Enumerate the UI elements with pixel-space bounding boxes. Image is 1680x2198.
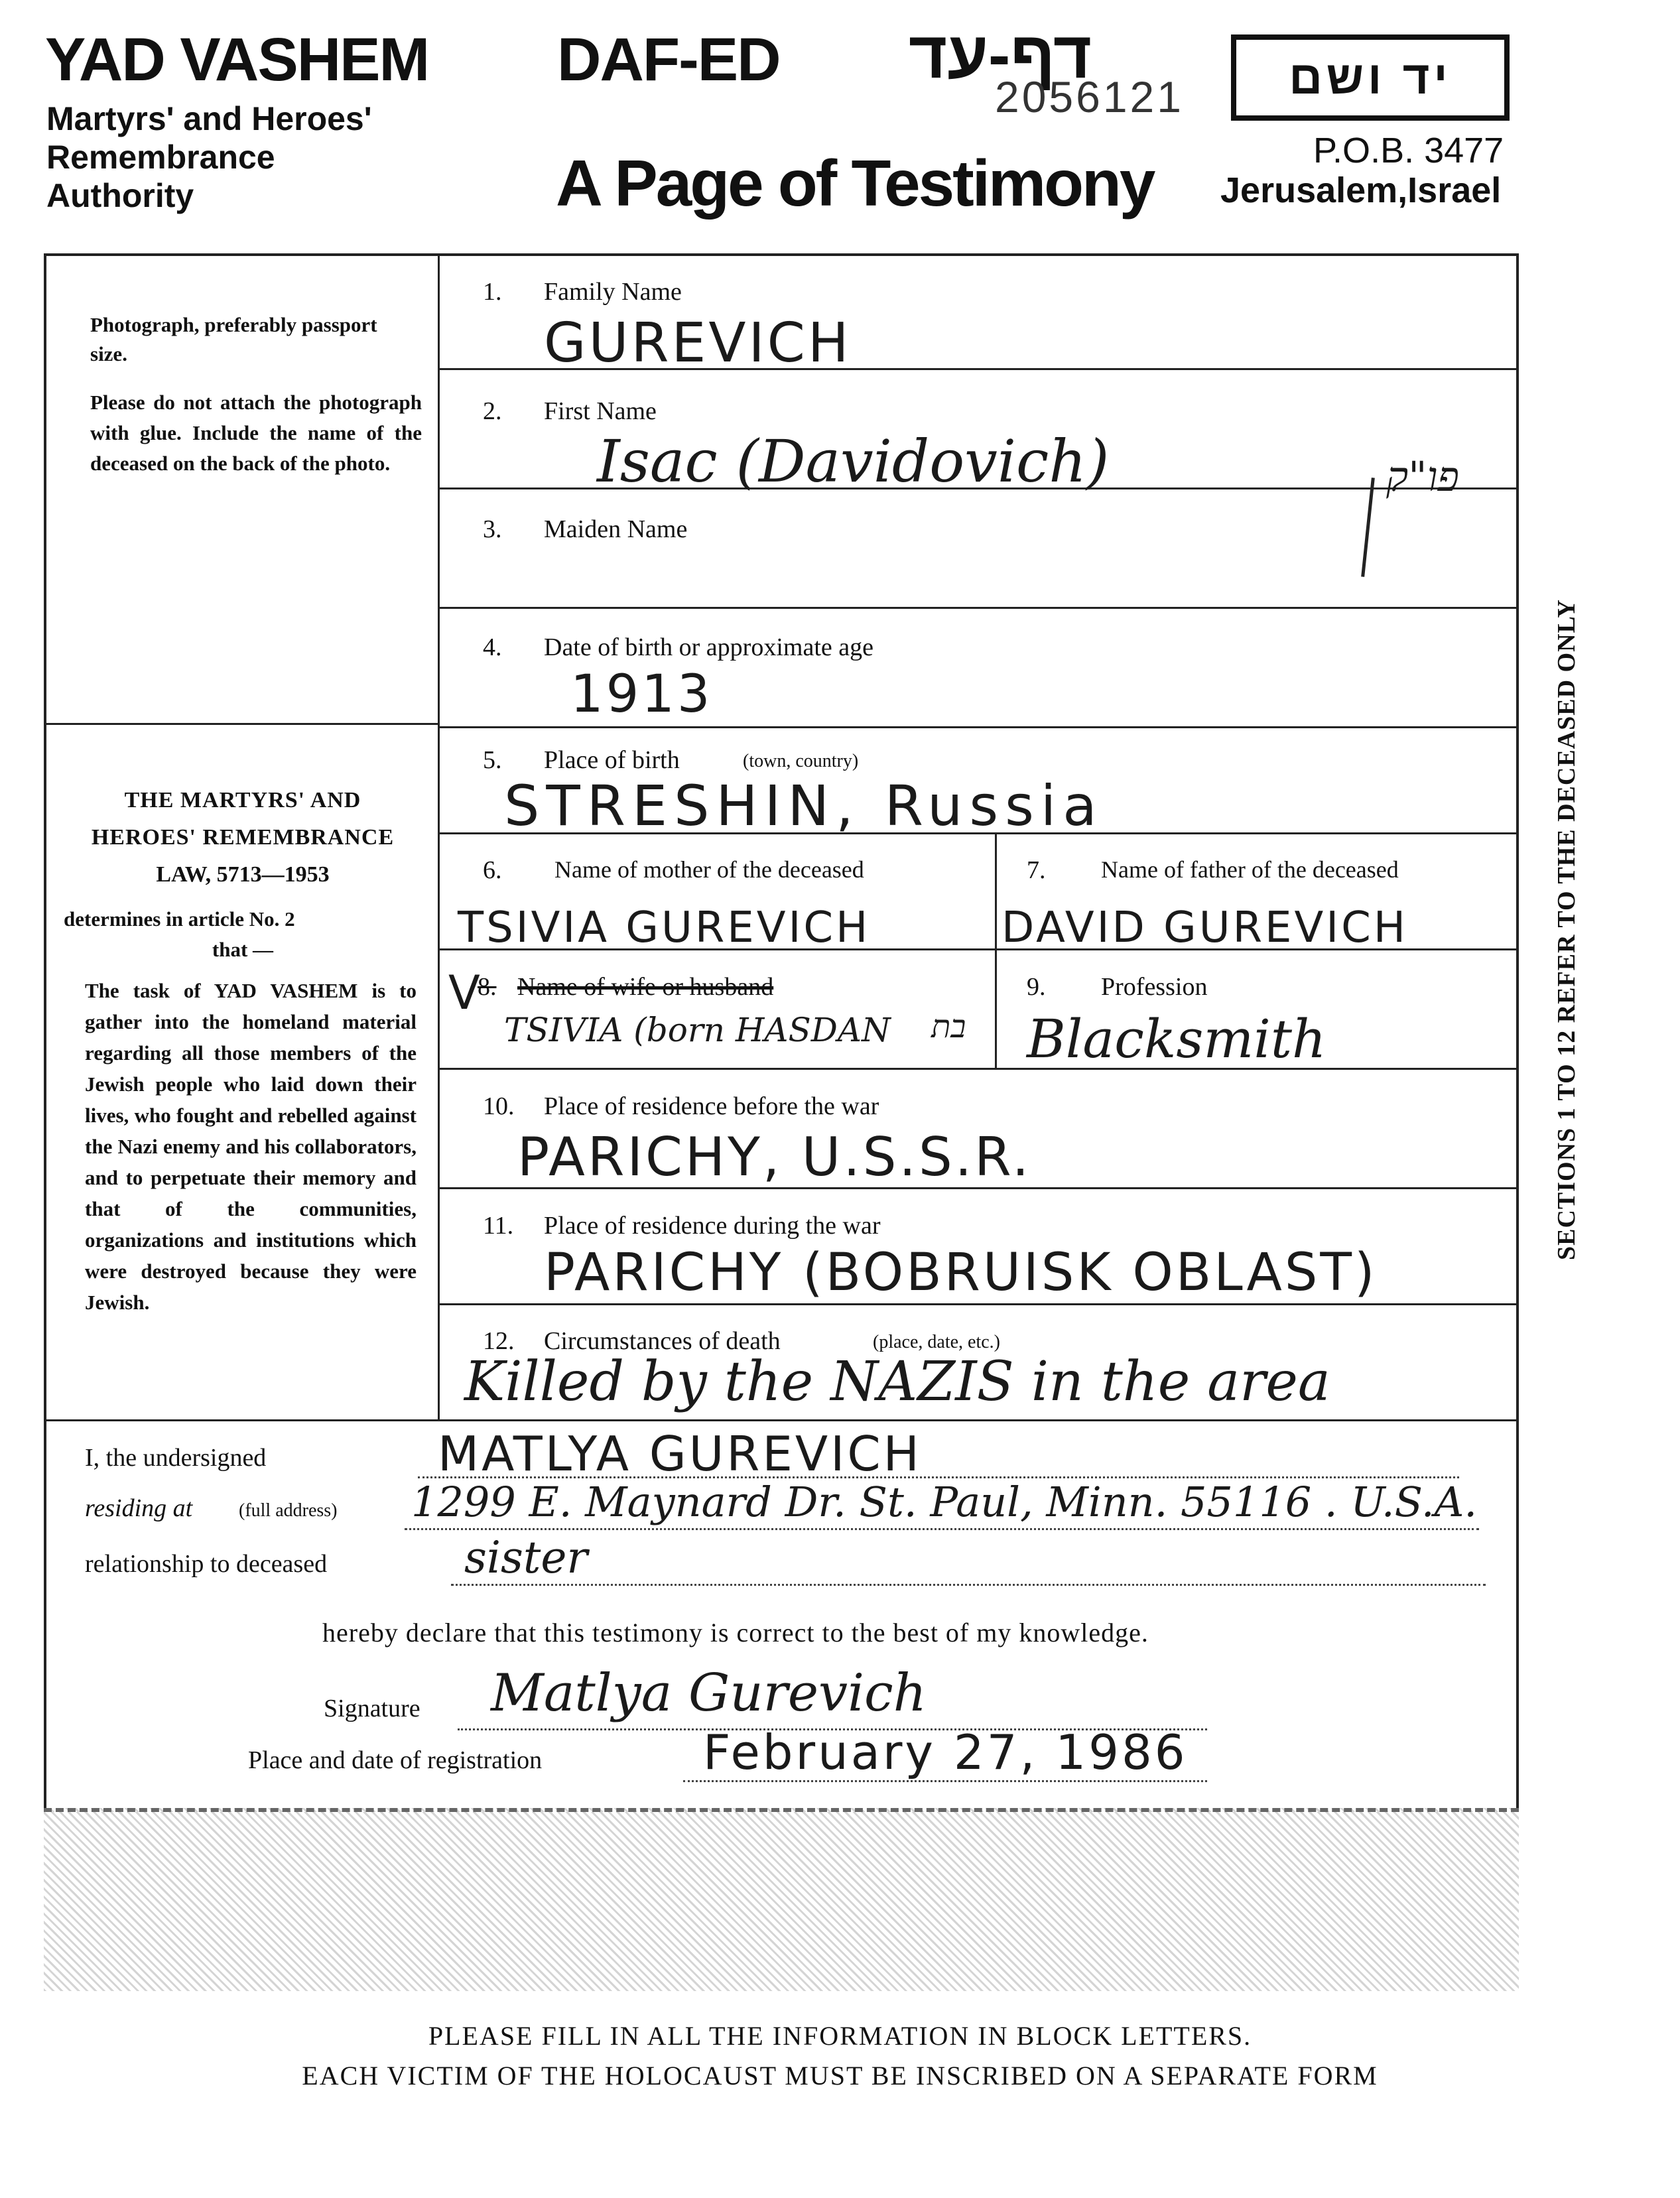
f10-value: PARICHY, U.S.S.R. (517, 1126, 1032, 1188)
f1-value: GUREVICH (544, 312, 852, 375)
f9-value: Blacksmith (1027, 1008, 1326, 1070)
f3-label: Maiden Name (544, 515, 688, 543)
relationship-value: sister (464, 1532, 588, 1583)
f8-note: בת (931, 1008, 966, 1045)
f2-value: Isac (Davidovich) (597, 427, 1110, 495)
signature-value: Matlya Gurevich (491, 1663, 927, 1723)
org-name: YAD VASHEM (45, 26, 429, 94)
f2-margin-note: פו"ק (1386, 452, 1460, 501)
signature-label: Signature (324, 1695, 420, 1722)
address-line (405, 1528, 1479, 1530)
address-label: residing at (85, 1494, 193, 1522)
f9-label: Profession (1101, 973, 1208, 1001)
f8-number: 8. (478, 973, 497, 1001)
relationship-line (451, 1584, 1486, 1586)
relationship-label: relationship to deceased (85, 1550, 328, 1578)
place-date-line (683, 1780, 1207, 1782)
address-hint: (full address) (239, 1500, 338, 1521)
f7-value: DAVID GUREVICH (1002, 903, 1408, 952)
f8-label: Name of wife or husband (517, 973, 774, 1001)
f1-number: 1. (483, 278, 502, 306)
hebrew-hatched-box (44, 1808, 1519, 1991)
f5-value: STRESHIN, Russia (504, 773, 1104, 838)
mid-column-divider (995, 832, 997, 1068)
place-date-value: February 27, 1986 (703, 1724, 1188, 1780)
yad-vashem-stamp (1231, 34, 1510, 121)
f2-number: 2. (483, 397, 502, 425)
row-divider-9 (438, 1303, 1519, 1305)
f2-label: First Name (544, 397, 657, 425)
f3-number: 3. (483, 515, 502, 543)
undersigned-value: MATLYA GUREVICH (438, 1426, 922, 1482)
f10-label: Place of residence before the war (544, 1092, 879, 1120)
law-line-5: that — (212, 938, 274, 961)
f7-label: Name of father of the deceased (1101, 856, 1399, 883)
form-code: DAF-ED (557, 26, 780, 94)
city: Jerusalem,Israel (1220, 170, 1502, 210)
undersigned-label: I, the undersigned (85, 1444, 267, 1472)
declaration-statement: hereby declare that this testimony is correct to the best of my knowledge. (322, 1618, 1149, 1648)
f4-number: 4. (483, 633, 502, 661)
side-note: SECTIONS 1 TO 12 REFER TO THE DECEASED ONLY (1553, 599, 1581, 1260)
f12-label: Circumstances of death (544, 1327, 781, 1355)
address-value: 1299 E. Maynard Dr. St. Paul, Minn. 55116 . U.S.A. (411, 1478, 1478, 1526)
f1-label: Family Name (544, 278, 682, 306)
form-title: A Page of Testimony (556, 147, 1154, 220)
hebrew-form-code: דף-עד (909, 18, 1092, 92)
f11-value: PARICHY (BOBRUISK OBLAST) (544, 1243, 1378, 1303)
row-divider-4 (438, 726, 1519, 728)
org-line-1: Martyrs' and Heroes' (46, 100, 372, 137)
stamp-text: יד ושם (1289, 52, 1452, 103)
f12-number: 12. (483, 1327, 515, 1355)
f6-number: 6. (483, 856, 502, 884)
f8-value: TSIVIA (born HASDAN (504, 1011, 891, 1049)
org-line-3: Authority (46, 177, 194, 214)
f4-label: Date of birth or approximate age (544, 633, 873, 661)
document-number: 2056121 (995, 72, 1184, 121)
law-line-4: determines in article No. 2 (64, 907, 295, 931)
row-divider-10 (44, 1419, 1519, 1421)
f6-label: Name of mother of the deceased (554, 856, 864, 883)
f11-label: Place of residence during the war (544, 1212, 881, 1240)
photo-law-divider (44, 723, 439, 725)
po-box: P.O.B. 3477 (1313, 131, 1504, 170)
f6-value: TSIVIA GUREVICH (458, 903, 871, 952)
f12-value: Killed by the NAZIS in the area (464, 1350, 1330, 1413)
footer-line-1: PLEASE FILL IN ALL THE INFORMATION IN BLOCK LETTERS. (428, 2021, 1252, 2051)
row-divider-3 (438, 607, 1519, 609)
left-column-divider (438, 253, 440, 1421)
f7-number: 7. (1027, 856, 1046, 884)
footer-line-2: EACH VICTIM OF THE HOLOCAUST MUST BE INSCRIBED ON A SEPARATE FORM (302, 2061, 1378, 2091)
photo-box-title: Photograph, preferably passport size. (90, 313, 377, 365)
place-date-label: Place and date of registration (248, 1746, 543, 1774)
f8-check-mark: V (448, 966, 483, 1020)
f5-label: Place of birth (544, 746, 680, 774)
law-heading-3: LAW, 5713—1953 (156, 862, 330, 887)
law-heading-2: HEROES' REMEMBRANCE (91, 825, 395, 850)
f9-number: 9. (1027, 973, 1046, 1001)
row-divider-7 (438, 1068, 1519, 1070)
f11-number: 11. (483, 1212, 514, 1240)
law-body: The task of YAD VASHEM is to gather into the homeland material regarding all those members of the Jewish people who laid down their lives, who fought and rebelled against the Nazi enemy and his collaborators, and to perpetuate their memory and that of the communities, organizations and institutions which were destroyed because they were Jewish. (85, 979, 417, 1314)
f12-hint: (place, date, etc.) (873, 1332, 1000, 1352)
f5-number: 5. (483, 746, 502, 774)
org-line-2: Remembrance (46, 139, 275, 176)
photo-box-instructions: Please do not attach the photograph with glue. Include the name of the deceased on the back of the photo. (90, 391, 422, 475)
f10-number: 10. (483, 1092, 515, 1120)
f4-value: 1913 (570, 665, 713, 724)
f5-hint: (town, country) (743, 751, 859, 771)
law-heading-1: THE MARTYRS' AND (124, 788, 361, 812)
